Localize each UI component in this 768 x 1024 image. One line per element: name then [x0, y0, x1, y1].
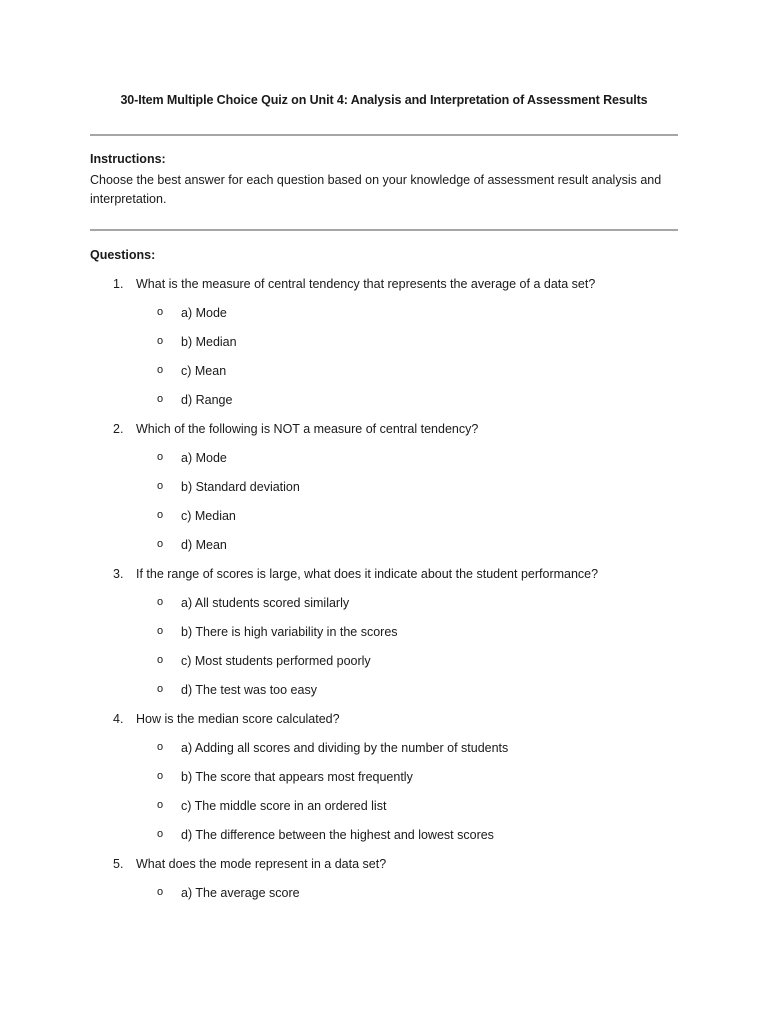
answer-option [0, 654, 768, 683]
circle-bullet-icon: o [157, 654, 164, 666]
option-text: d) Range [181, 393, 233, 407]
option-list [0, 596, 768, 712]
option-text: c) Median [181, 509, 236, 523]
answer-option [0, 393, 768, 422]
question-item [0, 567, 768, 712]
answer-option [0, 770, 768, 799]
answer-option [0, 480, 768, 509]
answer-option [0, 538, 768, 567]
option-text: d) The difference between the highest and lowest scores [181, 828, 494, 842]
question-number: 5. [113, 857, 124, 871]
divider [90, 229, 678, 231]
answer-option [0, 886, 768, 915]
option-text: b) There is high variability in the scores [181, 625, 398, 639]
question-text: How is the median score calculated? [136, 712, 340, 726]
answer-option [0, 828, 768, 857]
circle-bullet-icon: o [157, 741, 164, 753]
circle-bullet-icon: o [157, 799, 164, 811]
answer-option [0, 364, 768, 393]
question-number: 3. [113, 567, 124, 581]
option-text: d) The test was too easy [181, 683, 317, 697]
question-row [0, 567, 768, 596]
option-text: c) Most students performed poorly [181, 654, 371, 668]
option-text: a) Mode [181, 306, 227, 320]
question-number: 4. [113, 712, 124, 726]
option-list [0, 886, 768, 915]
option-text: a) All students scored similarly [181, 596, 350, 610]
circle-bullet-icon: o [157, 306, 164, 318]
circle-bullet-icon: o [157, 451, 164, 463]
option-text: a) Mode [181, 451, 227, 465]
instructions-heading: Instructions: [90, 152, 166, 166]
circle-bullet-icon: o [157, 480, 164, 492]
option-text: c) The middle score in an ordered list [181, 799, 387, 813]
option-list [0, 451, 768, 567]
circle-bullet-icon: o [157, 509, 164, 521]
question-number: 2. [113, 422, 124, 436]
option-text: b) Standard deviation [181, 480, 300, 494]
question-number: 1. [113, 277, 124, 291]
answer-option [0, 741, 768, 770]
circle-bullet-icon: o [157, 625, 164, 637]
instructions-text: Choose the best answer for each question based on your knowledge of assessment result analysis and interpretation. [90, 173, 662, 206]
circle-bullet-icon: o [157, 683, 164, 695]
question-item [0, 422, 768, 567]
option-text: a) Adding all scores and dividing by the number of students [181, 741, 509, 755]
answer-option [0, 799, 768, 828]
option-text: d) Mean [181, 538, 227, 552]
answer-option [0, 335, 768, 364]
question-row [0, 422, 768, 451]
questions-heading: Questions: [90, 248, 156, 262]
divider [90, 134, 678, 136]
answer-option [0, 596, 768, 625]
circle-bullet-icon: o [157, 596, 164, 608]
question-row [0, 712, 768, 741]
circle-bullet-icon: o [157, 770, 164, 782]
question-text: If the range of scores is large, what does it indicate about the student performance? [136, 567, 599, 581]
question-list [0, 277, 768, 915]
page-title: 30-Item Multiple Choice Quiz on Unit 4: Analysis and Interpretation of Assessment Results [120, 93, 648, 107]
circle-bullet-icon: o [157, 393, 164, 405]
question-row [0, 857, 768, 886]
circle-bullet-icon: o [157, 828, 164, 840]
question-text: What does the mode represent in a data set? [136, 857, 387, 871]
option-list [0, 741, 768, 857]
option-text: b) The score that appears most frequently [181, 770, 413, 784]
answer-option [0, 683, 768, 712]
question-text: Which of the following is NOT a measure of central tendency? [136, 422, 479, 436]
circle-bullet-icon: o [157, 886, 164, 898]
option-text: c) Mean [181, 364, 227, 378]
question-row [0, 277, 768, 306]
circle-bullet-icon: o [157, 538, 164, 550]
question-item [0, 712, 768, 857]
option-list [0, 306, 768, 422]
option-text: a) The average score [181, 886, 300, 900]
answer-option [0, 451, 768, 480]
question-item [0, 277, 768, 422]
option-text: b) Median [181, 335, 237, 349]
circle-bullet-icon: o [157, 335, 164, 347]
answer-option [0, 625, 768, 654]
circle-bullet-icon: o [157, 364, 164, 376]
question-text: What is the measure of central tendency that represents the average of a data set? [136, 277, 596, 291]
answer-option [0, 509, 768, 538]
question-item [0, 857, 768, 915]
answer-option [0, 306, 768, 335]
